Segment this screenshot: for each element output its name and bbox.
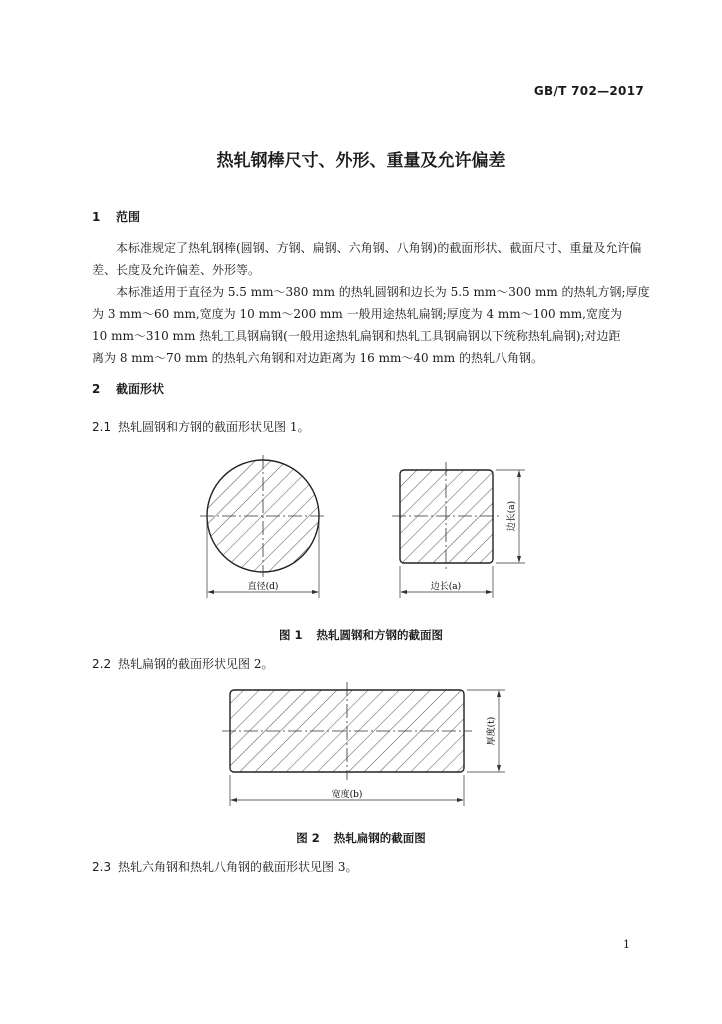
figure-2-drawing [0,680,722,810]
diameter-label: 直径(d) [247,582,279,592]
round-bar-section [200,455,326,598]
clause-2-2 [92,655,273,672]
section-2-heading [92,380,164,397]
figure-caption-text: 热轧圆钢和方钢的截面图 [316,628,443,642]
clause-number: 2.1 [92,420,112,434]
width-label: 宽度(b) [331,790,363,800]
text-line: 离为 8 mm～70 mm 的热轧六角钢和对边距离为 16 mm～40 mm 的热轧八角钢。 [92,351,543,365]
side-length-bottom-label: 边长(a) [430,582,462,592]
clause-text: 热轧扁钢的截面形状见图 2。 [118,657,274,671]
figure-1-caption [0,627,722,643]
text-line: 本标准规定了热轧钢棒(圆钢、方钢、扁钢、六角钢、八角钢)的截面形状、截面尺寸、重量及允许偏 [116,241,642,255]
figure-caption-text: 热轧扁钢的截面图 [333,831,426,845]
side-length-right-label: 边长(a) [507,500,517,532]
clause-number: 2.2 [92,657,112,671]
section-1-paragraph-2 [92,281,652,369]
section-1-heading [92,208,140,225]
flat-bar-section [222,682,505,806]
square-bar-section [392,462,525,598]
figure-1-drawing [0,450,722,620]
figure-2-caption [0,830,722,846]
clause-text: 热轧六角钢和热轧八角钢的截面形状见图 3。 [118,860,358,874]
section-number: 1 [92,210,101,224]
standard-number: GB/T 702—2017 [533,84,644,98]
section-1-paragraph-1 [92,237,652,281]
text-line: 本标准适用于直径为 5.5 mm～380 mm 的热轧圆钢和边长为 5.5 mm～300 mm 的热轧方钢;厚度 [116,285,650,299]
figure-number: 图 2 [296,831,320,845]
section-title: 范围 [116,210,141,224]
section-title: 截面形状 [116,382,165,396]
clause-number: 2.3 [92,860,112,874]
clause-2-1 [92,418,309,435]
figure-number: 图 1 [278,628,303,642]
text-line: 差、长度及允许偏差、外形等。 [92,263,261,277]
clause-2-3 [92,858,357,875]
thickness-label: 厚度(t) [487,716,497,746]
text-line: 为 3 mm～60 mm,宽度为 10 mm～200 mm 一般用途热轧扁钢;厚度为 4 mm～100 mm,宽度为 [92,307,622,321]
document-title: 热轧钢棒尺寸、外形、重量及允许偏差 [216,151,506,171]
page-number: 1 [623,938,630,951]
section-number: 2 [92,382,101,396]
clause-text: 热轧圆钢和方钢的截面形状见图 1。 [118,420,310,434]
text-line: 10 mm～310 mm 热轧工具钢扁钢(一般用途热轧扁钢和热轧工具钢扁钢以下统称热轧扁钢);对边距 [92,329,621,343]
